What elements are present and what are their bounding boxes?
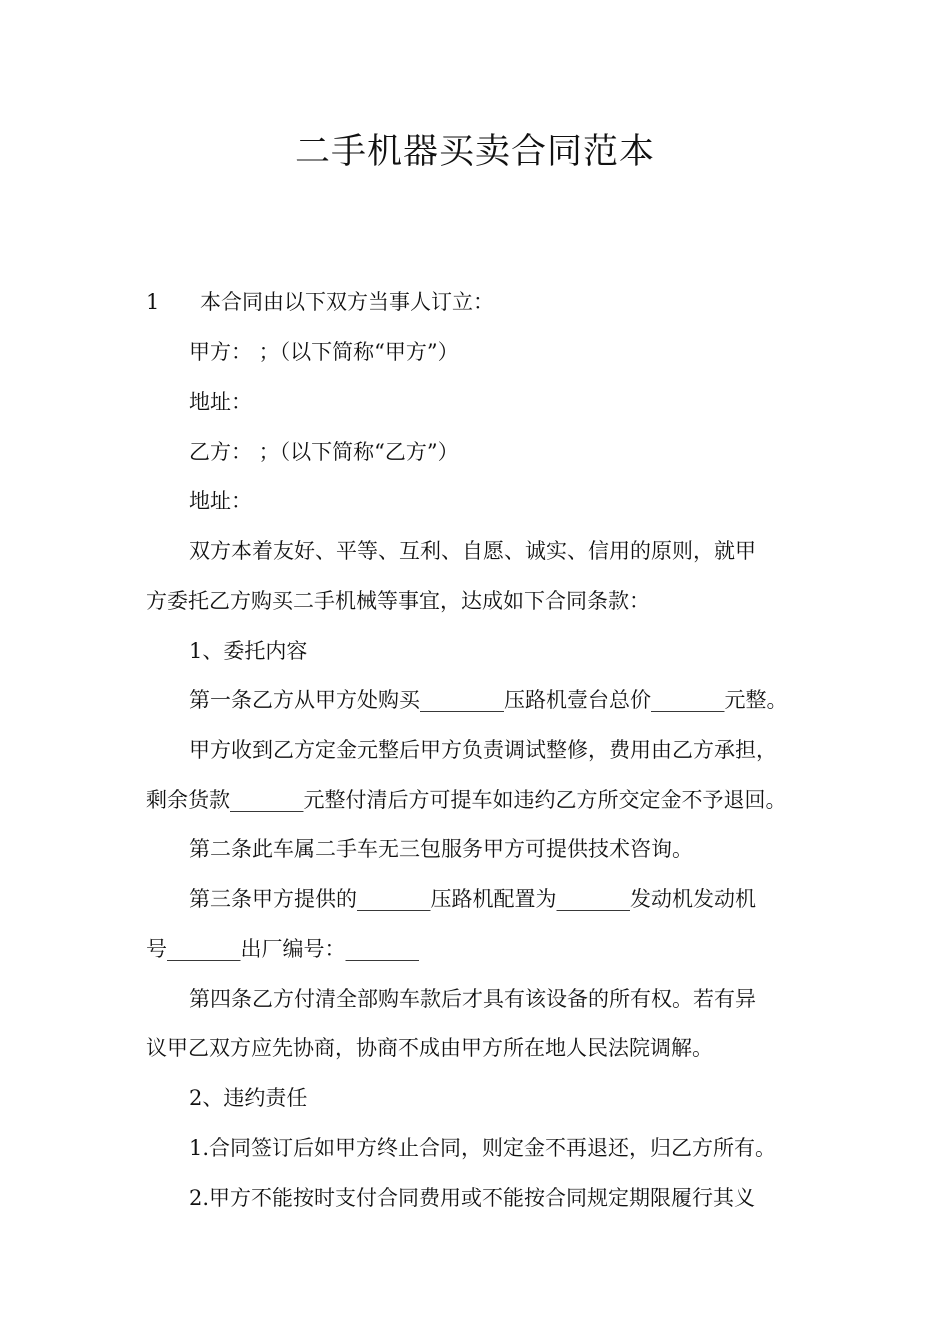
liability-item-2: 2.甲方不能按时支付合同费用或不能按合同规定期限履行其义 — [189, 1186, 756, 1210]
article-4-line-2: 议甲乙双方应先协商，协商不成由甲方所在地人民法院调解。 — [146, 1036, 713, 1060]
section-heading-liability: 2、违约责任 — [189, 1086, 308, 1110]
article-3-line-1: 第三条甲方提供的_______压路机配置为_______发动机发动机 — [189, 887, 756, 911]
clause-text: 本合同由以下双方当事人订立： — [200, 290, 494, 314]
party-a-line: 甲方： ；（以下简称“甲方”） — [189, 340, 459, 364]
article-4-line-1: 第四条乙方付清全部购车款后才具有该设备的所有权。若有异 — [189, 987, 756, 1011]
section-heading-commission: 1、委托内容 — [189, 639, 308, 663]
party-a-address: 地址： — [189, 390, 252, 414]
party-b-line: 乙方： ；（以下简称“乙方”） — [189, 440, 459, 464]
liability-item-1: 1.合同签订后如甲方终止合同，则定金不再退还，归乙方所有。 — [189, 1136, 777, 1160]
section-number: 1 — [146, 290, 160, 314]
deposit-line-1: 甲方收到乙方定金元整后甲方负责调试整修，费用由乙方承担， — [189, 738, 777, 762]
document-title: 二手机器买卖合同范本 — [294, 132, 655, 172]
party-b-address: 地址： — [189, 489, 252, 513]
clause-1-intro — [146, 287, 494, 317]
preamble-line-2: 方委托乙方购买二手机械等事宜，达成如下合同条款： — [146, 589, 650, 613]
deposit-line-2: 剩余货款_______元整付清后方可提车如违约乙方所交定金不予退回。 — [146, 788, 787, 812]
article-2: 第二条此车属二手车无三包服务甲方可提供技术咨询。 — [189, 837, 693, 861]
article-3-line-2: 号_______出厂编号：_______ — [146, 937, 419, 961]
preamble-line-1: 双方本着友好、平等、互利、自愿、诚实、信用的原则，就甲 — [189, 539, 756, 563]
article-1: 第一条乙方从甲方处购买________压路机壹台总价_______元整。 — [189, 688, 788, 712]
